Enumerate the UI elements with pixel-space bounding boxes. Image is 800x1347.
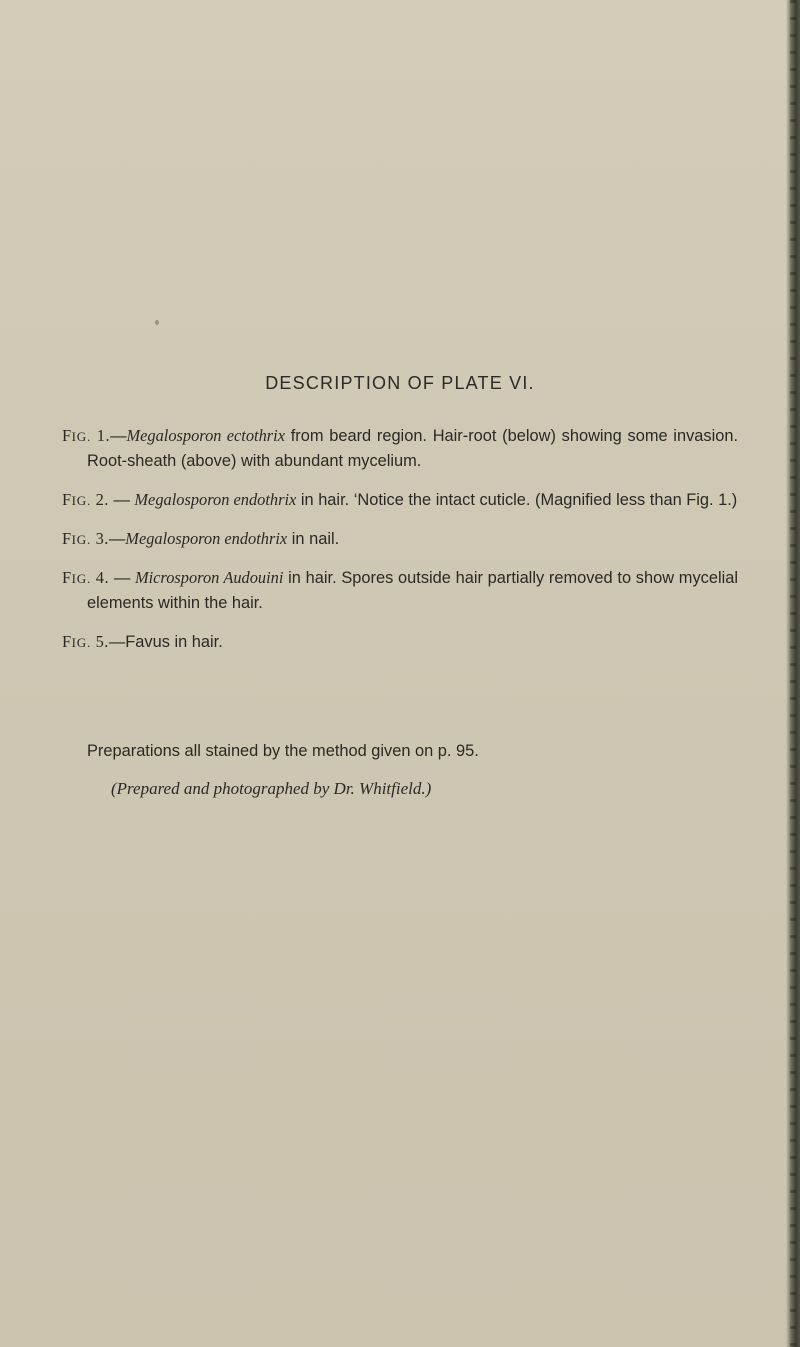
figure-entry-3 [62,526,738,552]
plate-heading: DESCRIPTION OF PLATE VI. [265,373,535,393]
dash: — [109,569,135,587]
figure-label: FIG. 1. [62,426,111,445]
figure-label: FIG. 5. [62,632,109,651]
figure-label: FIG. 4. [62,568,110,587]
figure-text: in nail. [287,530,340,548]
figure-entry-5 [62,629,738,655]
figure-label: FIG. 3. [62,529,109,548]
figure-descriptions [62,423,738,668]
species-name: Megalosporon ectothrix [126,426,285,445]
figure-label: FIG. 2. [62,490,109,509]
preparation-note: Preparations all stained by the method given on p. 95. [87,742,479,760]
figure-entry-4 [62,565,738,616]
figure-entry-2 [62,487,738,513]
species-name: Microsporon Audouini [134,568,284,587]
figure-text: in hair. ‘Notice the intact cuticle. (Magnified less than Fig. 1.) [296,491,738,509]
dash: — [108,633,126,651]
figure-text: Favus in hair. [125,633,223,651]
credit-line: (Prepared and photographed by Dr. Whitfield.) [111,779,432,798]
page-edge-streaks [790,0,796,1347]
paper-speck [155,320,159,325]
figure-entry-1 [62,423,738,474]
species-name: Megalosporon endothrix [125,529,288,548]
species-name: Megalosporon endothrix [134,490,297,509]
figure-text: in hair. Spores outside hair partially removed to show mycelial elements within the hair. [87,569,739,612]
dash: — [108,491,135,509]
figure-text: from beard region. Hair-root (below) showing some invasion. Root-sheath (above) with abundant mycelium. [87,427,739,470]
dash: — [110,427,127,445]
dash: — [108,530,126,548]
